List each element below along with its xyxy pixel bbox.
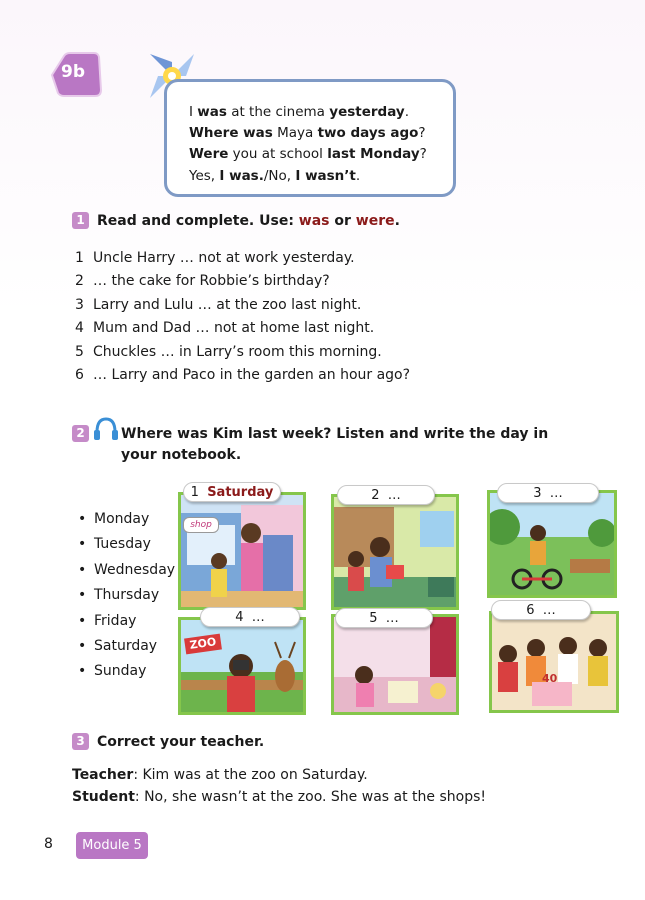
grammar-text: ?: [419, 146, 427, 162]
grammar-key: yesterday: [329, 104, 405, 120]
exercise-3-heading: [72, 733, 264, 750]
answer-tag-3[interactable]: [497, 483, 599, 503]
answer-tag-6[interactable]: [491, 600, 591, 620]
item-text: Mum and Dad … not at home last night.: [93, 320, 375, 337]
item-text: Chuckles … in Larry’s room this morning.: [93, 343, 382, 360]
exercise-2-instruction: Where was Kim last week? Listen and write the day in your notebook.: [121, 426, 549, 463]
tag-answer: Saturday: [207, 485, 274, 500]
tag-number: 3: [533, 486, 542, 501]
item-text: Uncle Harry … not at work yesterday.: [93, 250, 355, 266]
tag-answer: …: [549, 486, 563, 501]
day-item: • Friday: [78, 613, 175, 638]
tag-answer: …: [385, 611, 399, 626]
grammar-text: at the cinema: [226, 104, 330, 120]
lesson-badge: [44, 52, 102, 98]
student-line: [72, 786, 486, 808]
grammar-text: Yes,: [189, 168, 220, 184]
grammar-key: Were: [189, 146, 229, 162]
tag-answer: …: [542, 603, 556, 618]
day-item: • Monday: [78, 511, 175, 536]
tag-number: 4: [235, 610, 244, 625]
list-item: [75, 273, 410, 296]
grammar-text: ?: [418, 125, 426, 141]
list-item: [75, 367, 410, 390]
exercise-instruction: .: [394, 213, 400, 229]
zoo-sign: ZOO: [184, 634, 222, 655]
item-number: 4: [75, 320, 84, 337]
day-item: • Thursday: [78, 587, 175, 612]
picture-1-shops: [178, 492, 306, 610]
item-number: 5: [75, 343, 84, 360]
day-item: • Wednesday: [78, 562, 175, 587]
answer-tag-4[interactable]: [200, 607, 300, 627]
grammar-text: you at school: [228, 146, 328, 162]
exercise-number: 1: [72, 212, 89, 229]
teacher-line: [72, 764, 486, 786]
exercise-number: 3: [72, 733, 89, 750]
speaker-label: Teacher: [72, 767, 134, 783]
tag-number: 1: [190, 485, 199, 500]
grammar-box: [164, 79, 456, 197]
item-text: … the cake for Robbie’s birthday?: [93, 273, 330, 290]
item-text: … Larry and Paco in the garden an hour ago?: [93, 366, 411, 383]
grammar-key: Where was: [189, 125, 273, 141]
grammar-text: Maya: [272, 125, 318, 141]
list-item: [75, 250, 410, 273]
tag-answer: …: [387, 488, 401, 503]
grammar-key: two days ago: [317, 125, 419, 141]
answer-tag-2[interactable]: [337, 485, 435, 505]
exercise-1-list: [75, 250, 410, 390]
grammar-text: /No,: [263, 168, 296, 184]
grammar-key: was: [197, 104, 227, 120]
days-list: [78, 511, 175, 689]
picture-3-park: [487, 490, 617, 598]
day-item: • Tuesday: [78, 536, 175, 561]
exercise-number: 2: [72, 425, 89, 442]
list-item: [75, 320, 410, 343]
shop-sign: shop: [183, 517, 219, 533]
item-text: Larry and Lulu … at the zoo last night.: [93, 296, 362, 313]
grammar-text: .: [404, 104, 409, 120]
picture-6-party: [489, 611, 619, 713]
tag-number: 2: [371, 488, 380, 503]
grammar-text: I: [189, 104, 198, 120]
tag-answer: …: [251, 610, 265, 625]
grammar-line-2: [189, 125, 426, 141]
exercise-instruction: Read and complete. Use:: [97, 213, 299, 229]
grammar-line-4: [189, 168, 360, 184]
grammar-key: I was.: [219, 168, 264, 184]
target-word: were: [355, 213, 395, 229]
exercise-1-heading: [72, 212, 400, 229]
answer-tag-1[interactable]: [183, 482, 281, 502]
day-item: • Sunday: [78, 663, 175, 688]
headphones-icon[interactable]: [92, 415, 120, 447]
picture-4-zoo: [178, 617, 306, 715]
tag-number: 5: [369, 611, 378, 626]
item-number: 1: [75, 250, 84, 266]
module-tab: Module 5: [76, 832, 148, 859]
grammar-text: .: [355, 168, 361, 184]
day-item: • Saturday: [78, 638, 175, 663]
item-number: 2: [75, 273, 84, 290]
exercise-instruction: or: [329, 213, 356, 229]
speaker-text: : Kim was at the zoo on Saturday.: [133, 767, 368, 783]
picture-2-home: [331, 494, 459, 610]
lesson-badge-label: 9b: [61, 62, 85, 82]
grammar-line-1: [189, 104, 409, 120]
page-number: 8: [44, 836, 53, 852]
target-word: was: [298, 213, 330, 229]
list-item: [75, 344, 410, 367]
answer-tag-5[interactable]: [335, 608, 433, 628]
exercise-3-dialog: [72, 764, 486, 808]
speaker-label: Student: [72, 789, 135, 805]
grammar-line-3: [189, 146, 427, 162]
exercise-instruction: Correct your teacher.: [97, 734, 265, 750]
item-number: 3: [75, 296, 84, 313]
picture-5-room: [331, 614, 459, 715]
grammar-key: I wasn’t: [295, 168, 356, 184]
tag-number: 6: [526, 603, 535, 618]
list-item: [75, 297, 410, 320]
cake-number: 40: [542, 672, 558, 685]
speaker-text: : No, she wasn’t at the zoo. She was at the shops!: [134, 789, 486, 805]
grammar-key: last Monday: [327, 146, 420, 162]
item-number: 6: [75, 366, 84, 383]
